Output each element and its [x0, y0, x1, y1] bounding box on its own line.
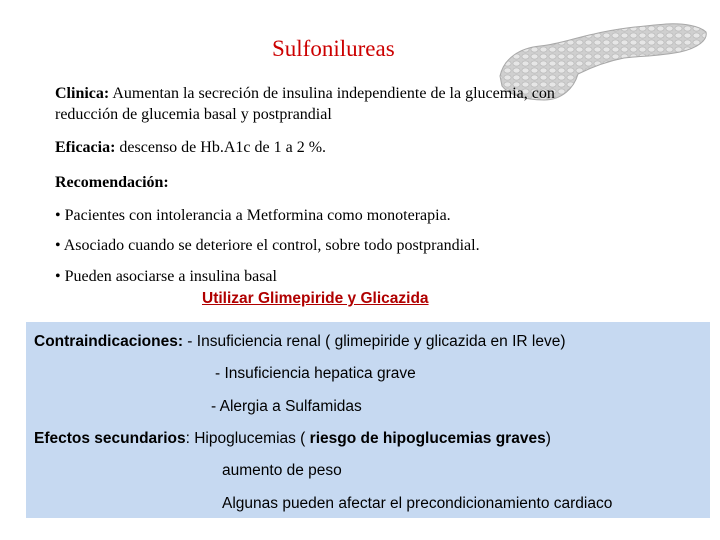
contraindicacion-2: - Insuficiencia hepatica grave [215, 365, 416, 382]
recomendacion-label: Recomendación: [55, 174, 169, 191]
efectos-label: Efectos secundarios [34, 430, 186, 447]
recomendacion-item-3: • Pueden asociarse a insulina basal [55, 268, 277, 285]
efecto-2: aumento de peso [222, 462, 342, 479]
contraindicaciones-label: Contraindicaciones: [34, 333, 183, 350]
recomendacion-heading [55, 172, 169, 193]
recomendacion-item-1: • Pacientes con intolerancia a Metformina como monoterapia. [55, 207, 451, 224]
eficacia-label: Eficacia: [55, 139, 116, 156]
glimepiride-glicazida-link[interactable]: Utilizar Glimepiride y Glicazida [202, 290, 429, 307]
clinica-text-1: Aumentan la secreción de insulina independiente de la glucemia, con [109, 85, 555, 102]
contraindicacion-3: - Alergia a Sulfamidas [211, 398, 362, 415]
efecto-3: Algunas pueden afectar el precondicionamiento cardiaco [222, 495, 613, 512]
efectos-text: : Hipoglucemias ( [185, 430, 310, 447]
efectos-line [34, 430, 551, 448]
slide-title: Sulfonilureas [272, 36, 395, 61]
contraindicaciones-line [34, 333, 566, 351]
contraindicacion-1: - Insuficiencia renal ( glimepiride y glicazida en IR leve) [183, 333, 566, 350]
clinica-text-2: reducción de glucemia basal y postprandial [55, 106, 332, 123]
efectos-close: ) [545, 430, 551, 447]
clinica-label: Clinica: [55, 85, 110, 102]
contraindications-box [26, 322, 710, 518]
recomendacion-item-2: • Asociado cuando se deteriore el control, sobre todo postprandial. [55, 237, 480, 254]
eficacia-text: descenso de Hb.A1c de 1 a 2 %. [115, 139, 327, 156]
clinica-line1 [55, 83, 555, 104]
eficacia-line [55, 137, 326, 158]
efectos-bold: riesgo de hipoglucemias graves [309, 430, 546, 447]
